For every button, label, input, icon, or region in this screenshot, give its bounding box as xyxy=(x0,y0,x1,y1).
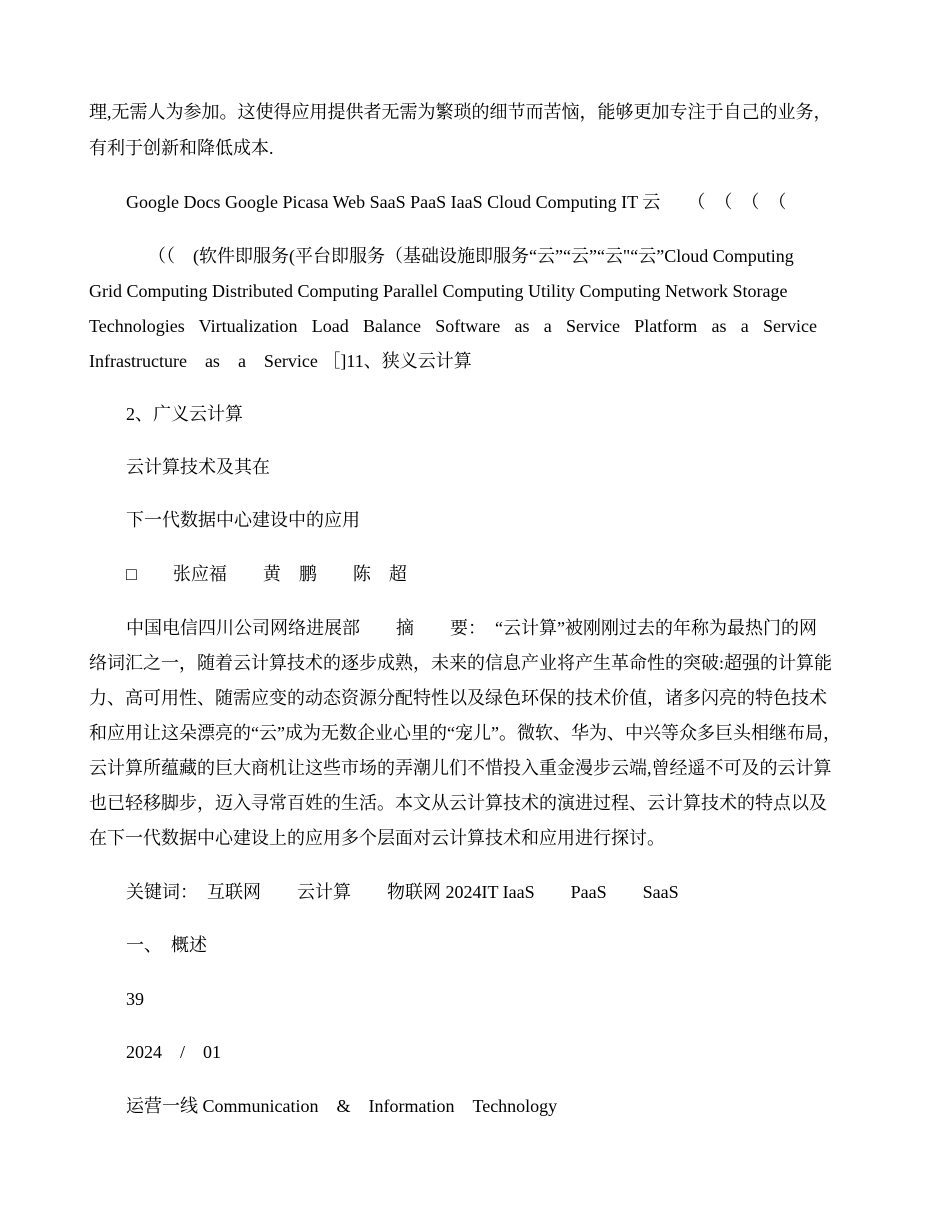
text-line: 有利于创新和降低成本. xyxy=(89,138,274,158)
abstract-line: 络词汇之一，随着云计算技术的逐步成熟，未来的信息产业将产生革命性的突破:超强的计算能 xyxy=(89,653,832,673)
section-heading: 2、广义云计算 xyxy=(126,404,243,424)
text-line: （（ (软件即服务(平台即服务（基础设施即服务“云”“云”“云"“云”Cloud Computing xyxy=(148,246,794,266)
abstract-line: 中国电信四川公司网络进展部 摘 要： “云计算”被刚刚过去的年称为最热门的网 xyxy=(126,618,817,638)
journal-footer: 运营一线 Communication & Information Technology xyxy=(126,1096,558,1116)
abstract-line: 云计算所蕴藏的巨大商机让这些市场的弄潮儿们不惜投入重金漫步云端,曾经遥不可及的云计算 xyxy=(89,758,832,778)
abstract-line: 也已轻移脚步，迈入寻常百姓的生活。本文从云计算技术的演进过程、云计算技术的特点以及 xyxy=(89,793,827,813)
article-title-line: 下一代数据中心建设中的应用 xyxy=(126,510,360,530)
abstract-line: 力、高可用性、随需应变的动态资源分配特性以及绿色环保的技术价值，诸多闪亮的特色技术 xyxy=(89,688,827,708)
text-line: Grid Computing Distributed Computing Parallel Computing Utility Computing Network Storage xyxy=(89,281,788,301)
keywords-line: 关键词： 互联网 云计算 物联网 2024IT IaaS PaaS SaaS xyxy=(126,882,679,902)
authors-line: □ 张应福 黄 鹏 陈 超 xyxy=(126,564,407,584)
article-title-line: 云计算技术及其在 xyxy=(126,457,270,477)
abstract-line: 和应用让这朵漂亮的“云”成为无数企业心里的“宠儿”。微软、华为、中兴等众多巨头相继布局， xyxy=(89,723,841,743)
page-number: 39 xyxy=(126,989,144,1009)
abstract-line: 在下一代数据中心建设上的应用多个层面对云计算技术和应用进行探讨。 xyxy=(89,828,665,848)
text-line: Google Docs Google Picasa Web SaaS PaaS IaaS Cloud Computing IT 云 （ （ （ （ xyxy=(126,192,787,212)
section-heading: 一、 概述 xyxy=(126,935,207,955)
text-line: 理,无需人为参加。这使得应用提供者无需为繁琐的细节而苦恼，能够更加专注于自己的业务， xyxy=(89,102,832,122)
text-line: Technologies Virtualization Load Balance Software as a Service Platform as a Service xyxy=(89,316,817,336)
issue-date: 2024 / 01 xyxy=(126,1042,222,1062)
text-line: Infrastructure as a Service ［]11、狭义云计算 xyxy=(89,351,472,371)
